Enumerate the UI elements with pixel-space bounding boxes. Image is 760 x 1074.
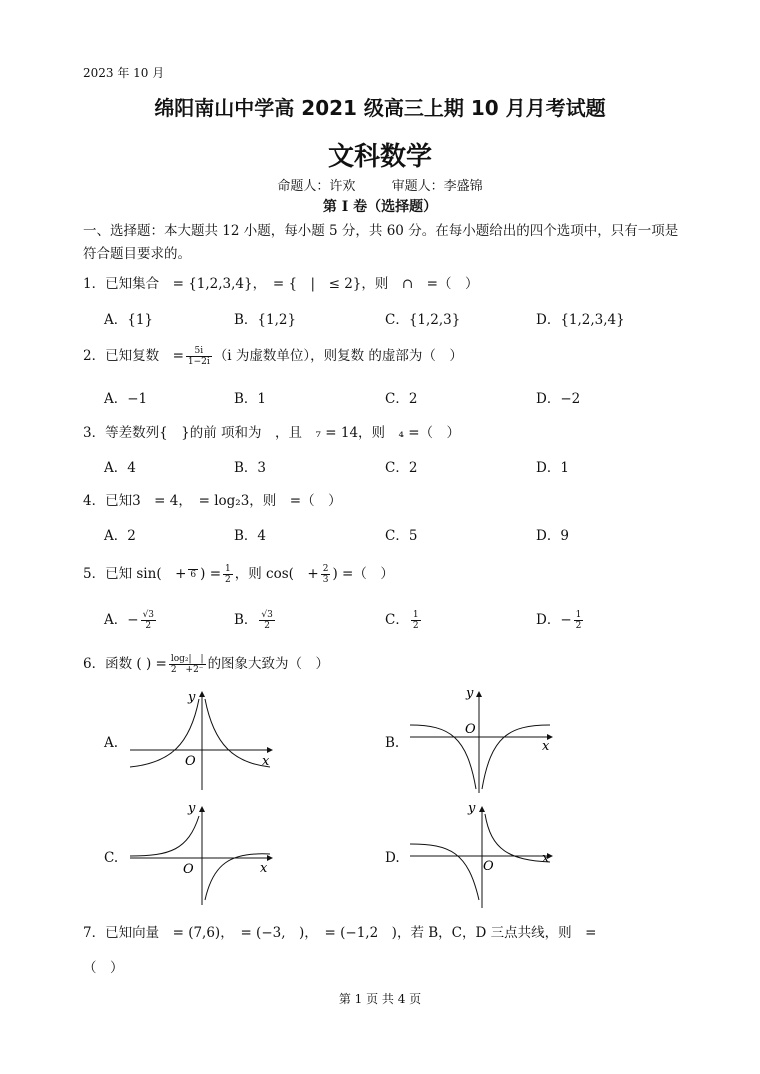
q5-d-num: 1 xyxy=(575,610,582,620)
q1-option-b: B．{1,2} xyxy=(234,312,297,328)
question-7-stem: 7．已知向量 = (7,6)， = (−3, )， = (−1,2 )，若 B，C，D 三点共线，则 = xyxy=(83,925,597,941)
q5-d-frac xyxy=(574,610,584,631)
q5-option-b xyxy=(234,608,277,631)
q5-b-num: √3 xyxy=(261,610,273,620)
question-1-stem: 1．已知集合 = {1,2,3,4}， = { | ≤ 2}，则 ∩ =（ ） xyxy=(83,276,479,292)
question-6-stem xyxy=(83,652,329,675)
q5-frac-2 xyxy=(223,564,233,585)
q6-option-c-label: C. xyxy=(104,850,119,866)
q6b-origin-label: O xyxy=(465,722,476,737)
q4-option-a: A．2 xyxy=(104,528,136,544)
q5-c-frac xyxy=(411,610,421,631)
q6b-x-label: x xyxy=(542,739,550,754)
question-4-stem: 4．已知3 = 4， = log₂3，则 =（ ） xyxy=(83,493,342,509)
q5-stem-d: ) =（ ） xyxy=(332,566,394,582)
exam-title: 绵阳南山中学高 2021 级高三上期 10 月月考试题 xyxy=(154,96,606,120)
q5-stem-b: ) = xyxy=(200,566,222,582)
q5-b-den: 2 xyxy=(264,621,271,631)
q2-frac-num: 5i xyxy=(186,346,212,357)
q5-option-d xyxy=(536,608,585,631)
q5-frac-3 xyxy=(321,564,331,585)
q5-option-c xyxy=(385,608,423,631)
q5-a-num: √3 xyxy=(142,610,155,620)
q6c-x-label: x xyxy=(260,861,268,876)
q6d-origin-label: O xyxy=(483,859,494,874)
q2-option-c: C．2 xyxy=(385,391,418,407)
q5-d-den: 2 xyxy=(575,621,582,631)
q6-stem-b: 的图象大致为（ ） xyxy=(207,656,330,672)
q5-a-prefix: A．− xyxy=(104,612,139,628)
q6a-x-label: x xyxy=(262,754,270,769)
q4-option-d: D．9 xyxy=(536,528,569,544)
q5-frac1-den: 6 xyxy=(190,570,197,580)
q6-frac-num: log₂| | xyxy=(169,654,206,665)
q6-graph-a xyxy=(125,685,275,795)
q5-c-den: 2 xyxy=(412,621,419,631)
q3-option-c: C．2 xyxy=(385,460,418,476)
q6d-y-label: y xyxy=(468,801,476,816)
section-intro: 一、选择题：本大题共 12 小题，每小题 5 分，共 60 分。在每小题给出的四个选项中，只有一项是符合题目要求的。 xyxy=(83,223,679,262)
author-label: 命题人：许欢 xyxy=(277,179,356,194)
q5-frac2-den: 2 xyxy=(225,575,231,585)
q2-stem-b: （i 为虚数单位），则复数 的虚部为（ ） xyxy=(213,348,463,364)
q3-option-b: B．3 xyxy=(234,460,267,476)
q2-option-b: B．1 xyxy=(234,391,267,407)
q5-b-prefix: B． xyxy=(234,612,258,628)
q6-option-b-label: B. xyxy=(385,735,400,751)
q5-stem-c: ，则 cos( + xyxy=(234,566,319,582)
question-5-stem xyxy=(83,562,394,585)
q6-graph-d xyxy=(405,800,555,910)
q5-stem-a: 5．已知 sin( + xyxy=(83,566,187,582)
q6-frac-den: 2 +2⁻ xyxy=(170,665,204,675)
q5-d-prefix: D．− xyxy=(536,612,572,628)
q5-c-num: 1 xyxy=(412,610,419,620)
q6-option-a-label: A. xyxy=(104,735,119,751)
q5-frac3-num: 2 xyxy=(322,564,329,574)
q4-option-c: C．5 xyxy=(385,528,418,544)
q2-fraction xyxy=(186,346,212,367)
volume-heading: 第 I 卷（选择题） xyxy=(322,199,438,215)
reviewer-label: 审题人：李盛锦 xyxy=(391,179,483,194)
q6-fraction xyxy=(169,654,206,675)
q2-frac-den: 1−2i xyxy=(187,357,210,367)
q2-option-a: A．−1 xyxy=(104,391,148,407)
q6a-y-label: y xyxy=(188,690,196,705)
q6-graph-b xyxy=(405,685,555,795)
q6c-y-label: y xyxy=(188,801,196,816)
page-footer: 第 1 页 共 4 页 xyxy=(338,992,422,1006)
q5-frac-1 xyxy=(188,569,198,580)
q5-c-prefix: C． xyxy=(385,612,409,628)
question-7-stem-cont: （ ） xyxy=(83,960,124,976)
q5-a-den: 2 xyxy=(145,621,152,631)
q6d-x-label: x xyxy=(542,851,550,866)
exam-authors xyxy=(0,175,760,194)
q5-option-a xyxy=(104,608,158,631)
q2-stem-a: 2．已知复数 = xyxy=(83,348,184,364)
q5-frac2-num: 1 xyxy=(225,564,231,574)
exam-subject: 文科数学 xyxy=(327,142,432,172)
q6-option-d-label: D. xyxy=(385,850,400,866)
q5-frac3-den: 3 xyxy=(322,575,329,585)
q6a-origin-label: O xyxy=(185,754,196,769)
exam-date: 2023 年 10 月 xyxy=(83,66,165,80)
q6b-y-label: y xyxy=(466,686,474,701)
q5-a-frac xyxy=(141,610,156,631)
q2-option-d: D．−2 xyxy=(536,391,581,407)
q1-option-a: A．{1} xyxy=(104,312,154,328)
question-3-stem: 3．等差数列{ }的前 项和为 ，且 ₇ = 14，则 ₄ =（ ） xyxy=(83,425,461,441)
q3-option-d: D．1 xyxy=(536,460,569,476)
question-2-stem xyxy=(83,344,463,367)
q4-option-b: B．4 xyxy=(234,528,267,544)
q6-stem-a: 6．函数 ( ) = xyxy=(83,656,167,672)
q1-option-c: C．{1,2,3} xyxy=(385,312,461,328)
q5-b-frac xyxy=(259,610,274,631)
q6-graph-c xyxy=(125,800,275,910)
q6c-origin-label: O xyxy=(183,862,194,877)
q1-option-d: D．{1,2,3,4} xyxy=(536,312,625,328)
q3-option-a: A．4 xyxy=(104,460,136,476)
